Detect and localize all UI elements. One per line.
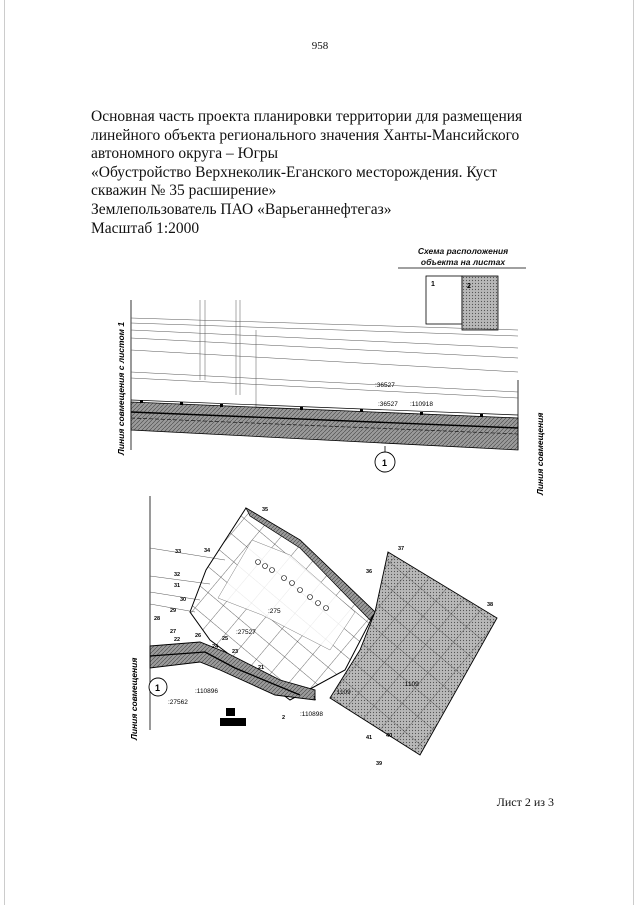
point-label: 26	[195, 633, 202, 639]
point-label: 24	[212, 644, 219, 650]
point-label: 38	[487, 602, 494, 608]
sheet-layout-scheme	[398, 268, 526, 330]
title-line: Основная часть проекта планировки территории для размещения	[91, 108, 523, 125]
sheet-counter: Лист 2 из 3	[496, 795, 554, 809]
point-label: 21	[258, 665, 265, 671]
legend-box	[226, 708, 235, 716]
point-label: 22	[174, 637, 181, 643]
point-label: 39	[376, 761, 383, 767]
cadastral-27562: :27562	[168, 699, 188, 706]
point-label: 1	[313, 696, 317, 702]
point-label: 41	[366, 735, 373, 741]
point-label: 25	[222, 636, 229, 642]
cadastral-36527: :36527	[378, 401, 398, 408]
cadastral-110918: :110918	[410, 401, 434, 408]
lower-map-fragment	[129, 496, 497, 767]
sheet-layout-title: Схема расположения объекта на листах	[417, 246, 509, 267]
point-label: 33	[175, 549, 182, 555]
match-line-right-label: Линия совмещения	[535, 412, 545, 495]
sheet-1-label: 1	[431, 281, 435, 288]
match-line-left-label: Линия совмещения	[129, 657, 139, 740]
point-label: 30	[180, 597, 187, 603]
zone-marker-label: 1	[155, 683, 161, 693]
cadastral-1109: :1109	[403, 681, 419, 688]
point-label: 23	[232, 649, 239, 655]
point-label: 29	[170, 608, 177, 614]
cadastral-36527: :36527	[375, 382, 395, 389]
title-line: линейного объекта регионального значения Ханты-Мансийского	[91, 126, 520, 144]
cadastral-1109: :1109	[335, 689, 351, 696]
point-label: 32	[174, 572, 181, 578]
cadastral-110898: :110898	[300, 711, 324, 718]
zone-marker-label: 1	[382, 458, 388, 468]
point-label: 2	[282, 715, 286, 721]
point-label: 31	[174, 583, 181, 589]
point-label: 36	[366, 569, 373, 575]
cadastral-27527: :27527	[236, 629, 256, 636]
title-line: скважин № 35 расширение»	[91, 182, 277, 200]
point-label: 27	[170, 629, 177, 635]
match-line-sheet1-label: Линия совмещения с листом 1	[116, 321, 126, 455]
point-label: 28	[154, 616, 161, 622]
point-label: 40	[386, 733, 393, 739]
sheet-2-label: 2	[467, 283, 471, 290]
point-label: 35	[262, 507, 269, 513]
scale-label: Масштаб 1:2000	[91, 219, 200, 237]
page-number: 958	[311, 40, 329, 52]
point-label: 34	[204, 548, 211, 554]
point-label: 37	[398, 546, 405, 552]
cadastral-275: :275	[268, 608, 281, 615]
title-line: автономного округа – Югры	[91, 145, 279, 163]
cadastral-110896: :110896	[195, 688, 219, 695]
title-line: «Обустройство Верхнеколик-Еганского месторождения. Куст	[91, 163, 497, 181]
legend-box	[220, 718, 246, 726]
title-line: Землепользователь ПАО «Варьеганнефтегаз»	[91, 200, 392, 218]
